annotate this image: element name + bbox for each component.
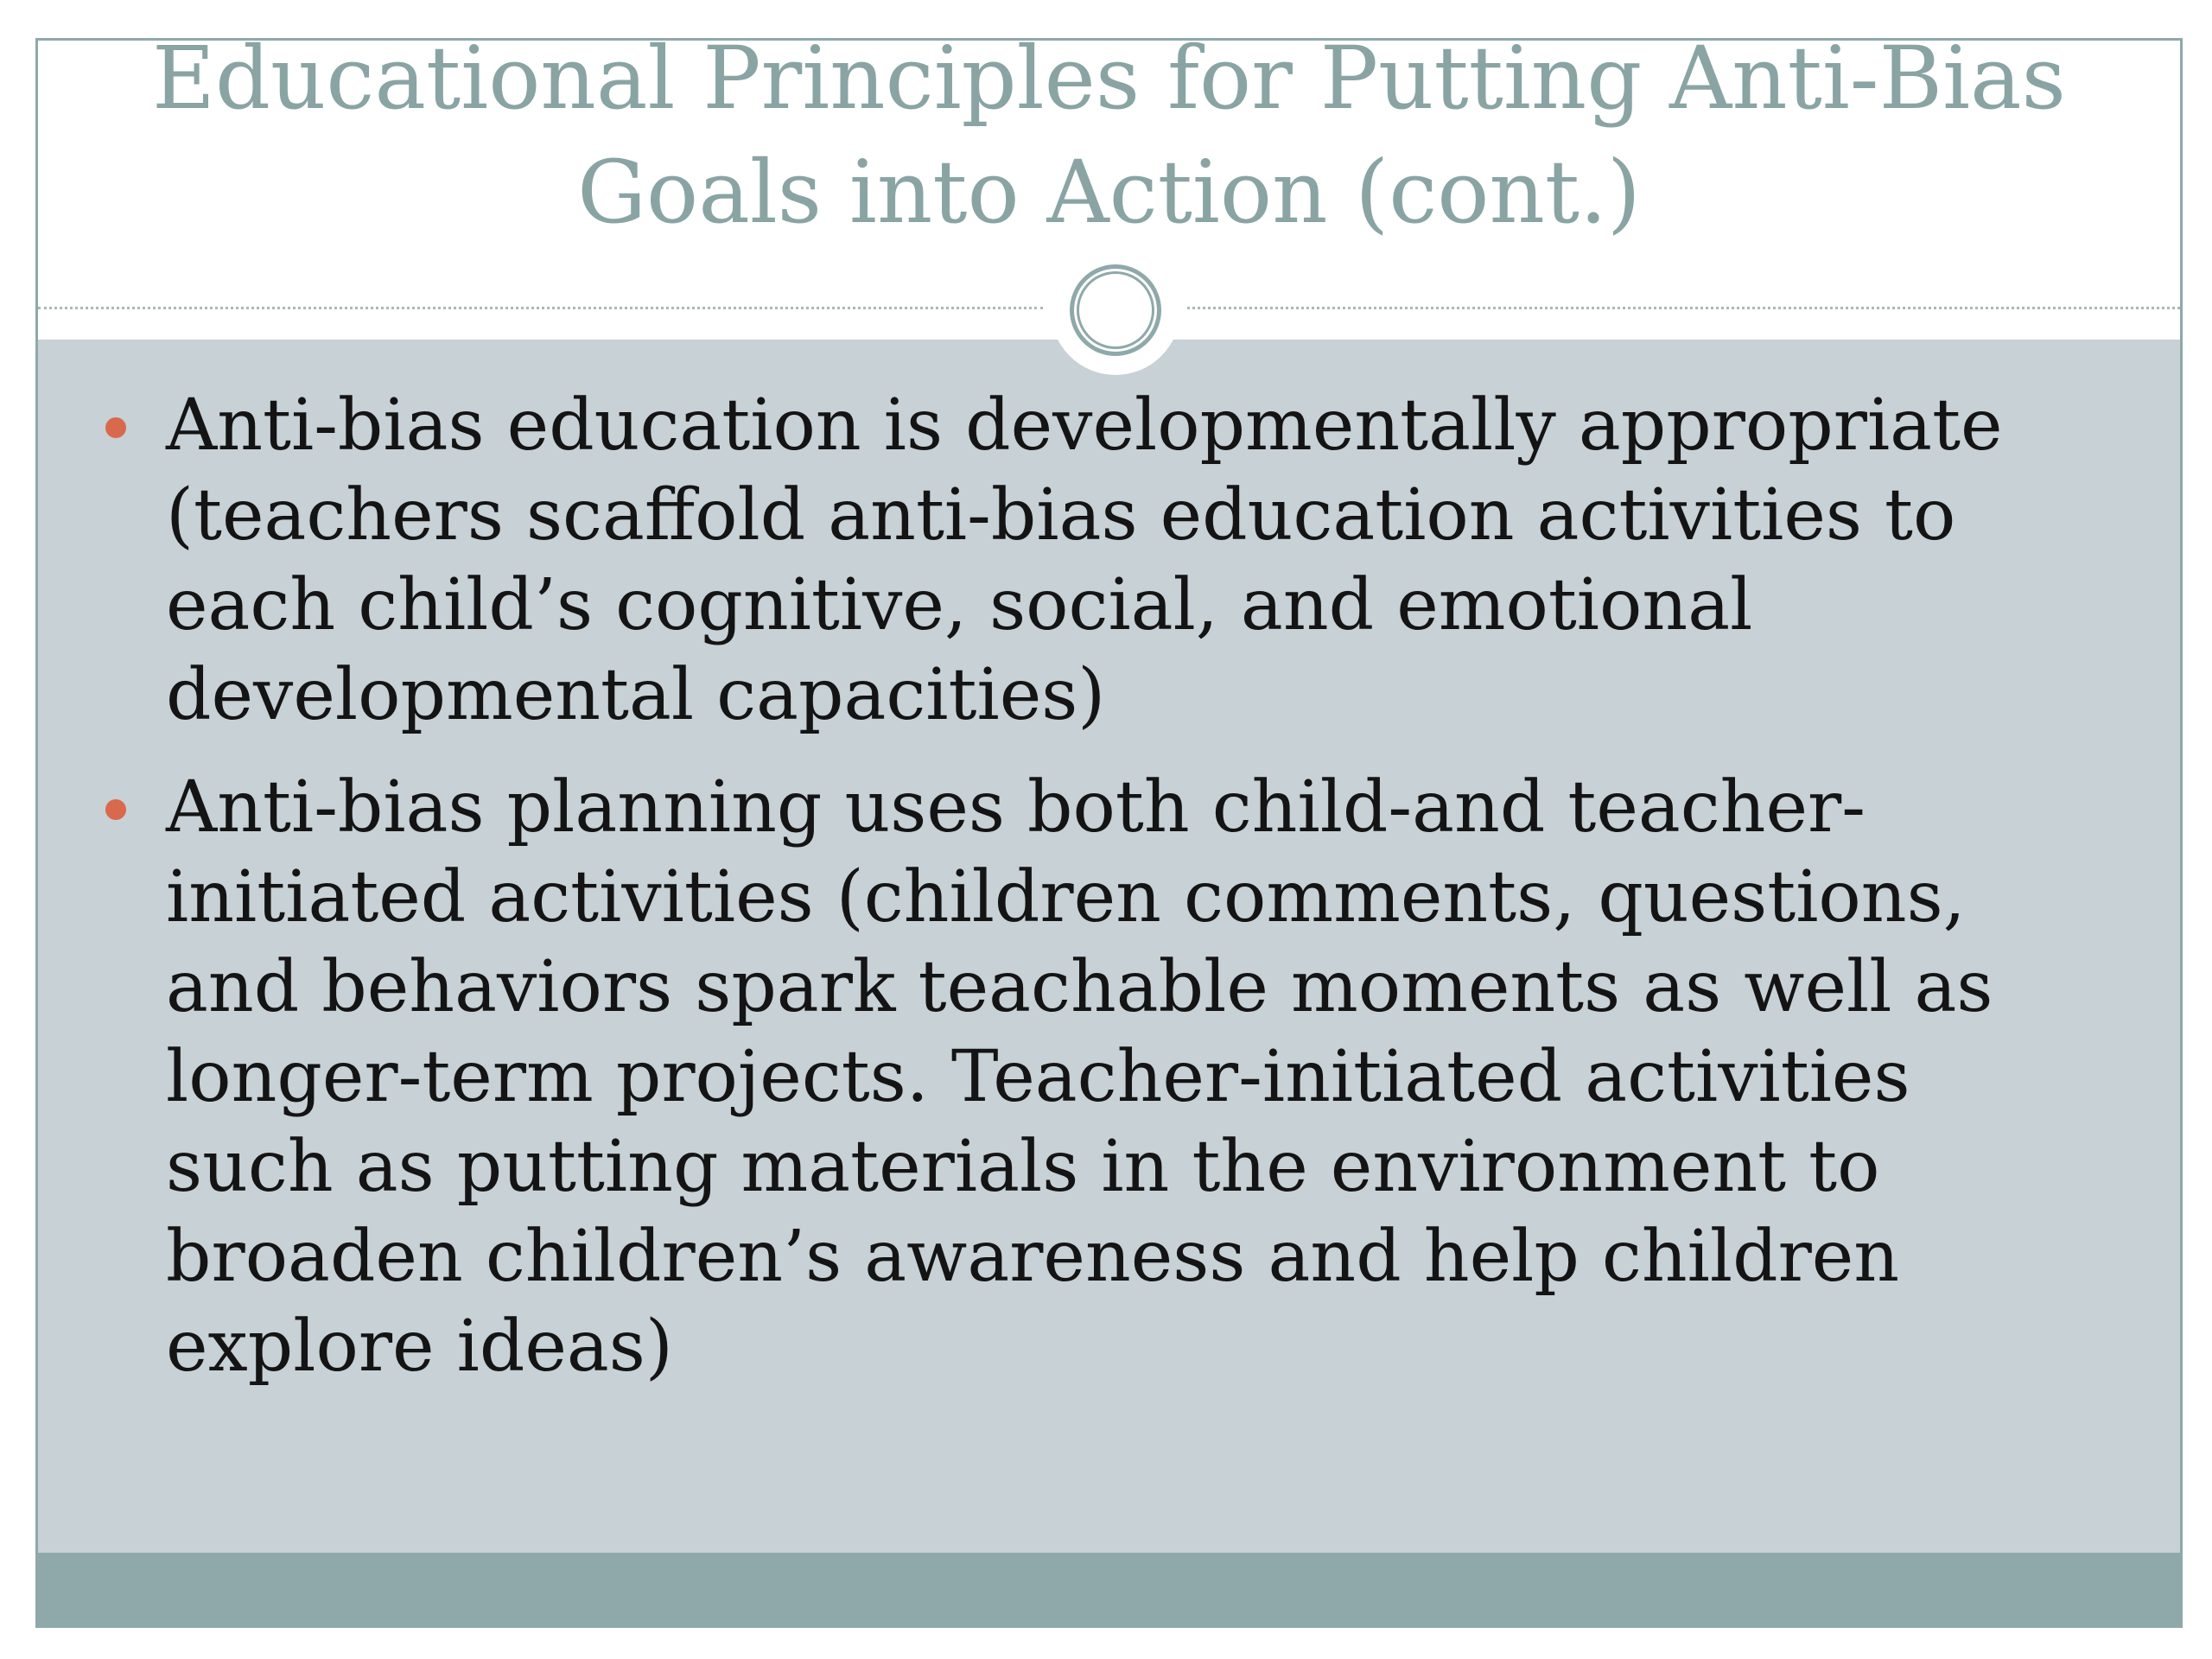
bullet-dot-icon (105, 799, 126, 820)
bullet-line: such as putting materials in the environment to (166, 1126, 1880, 1208)
bullet-line: initiated activities (children comments, questions, (166, 856, 1966, 938)
bullet-line: (teachers scaffold anti-bias education activities to (166, 474, 1956, 556)
bullet-line: each child’s cognitive, social, and emotional (166, 564, 1753, 646)
bullet-line: explore ideas) (166, 1306, 673, 1388)
slide (35, 38, 2183, 1628)
ornament-inner-ring (1077, 271, 1154, 349)
slide-title-line: Educational Principles for Putting Anti-Bias (152, 38, 2066, 129)
footer-bar (38, 1553, 2180, 1625)
bullet-dot-icon (105, 417, 126, 438)
bullet-line: Anti-bias planning uses both child-and teacher- (166, 766, 1866, 849)
title-divider-right (1187, 307, 2183, 309)
bullet-item (38, 381, 2180, 741)
bullet-line: broaden children’s awareness and help children (166, 1216, 1900, 1298)
slide-title-line: Goals into Action (cont.) (577, 142, 1641, 243)
bullet-line: Anti-bias education is developmentally appropriate (166, 385, 2003, 467)
bullet-line: and behaviors spark teachable moments as well as (166, 946, 1993, 1028)
slide-title (38, 38, 2180, 250)
bullet-line: longer-term projects. Teacher-initiated activities (166, 1036, 1910, 1118)
bullet-line: developmental capacities) (166, 654, 1106, 736)
title-divider-left (38, 307, 1043, 309)
bullet-list (38, 381, 2180, 1414)
bullet-item (38, 763, 2180, 1392)
